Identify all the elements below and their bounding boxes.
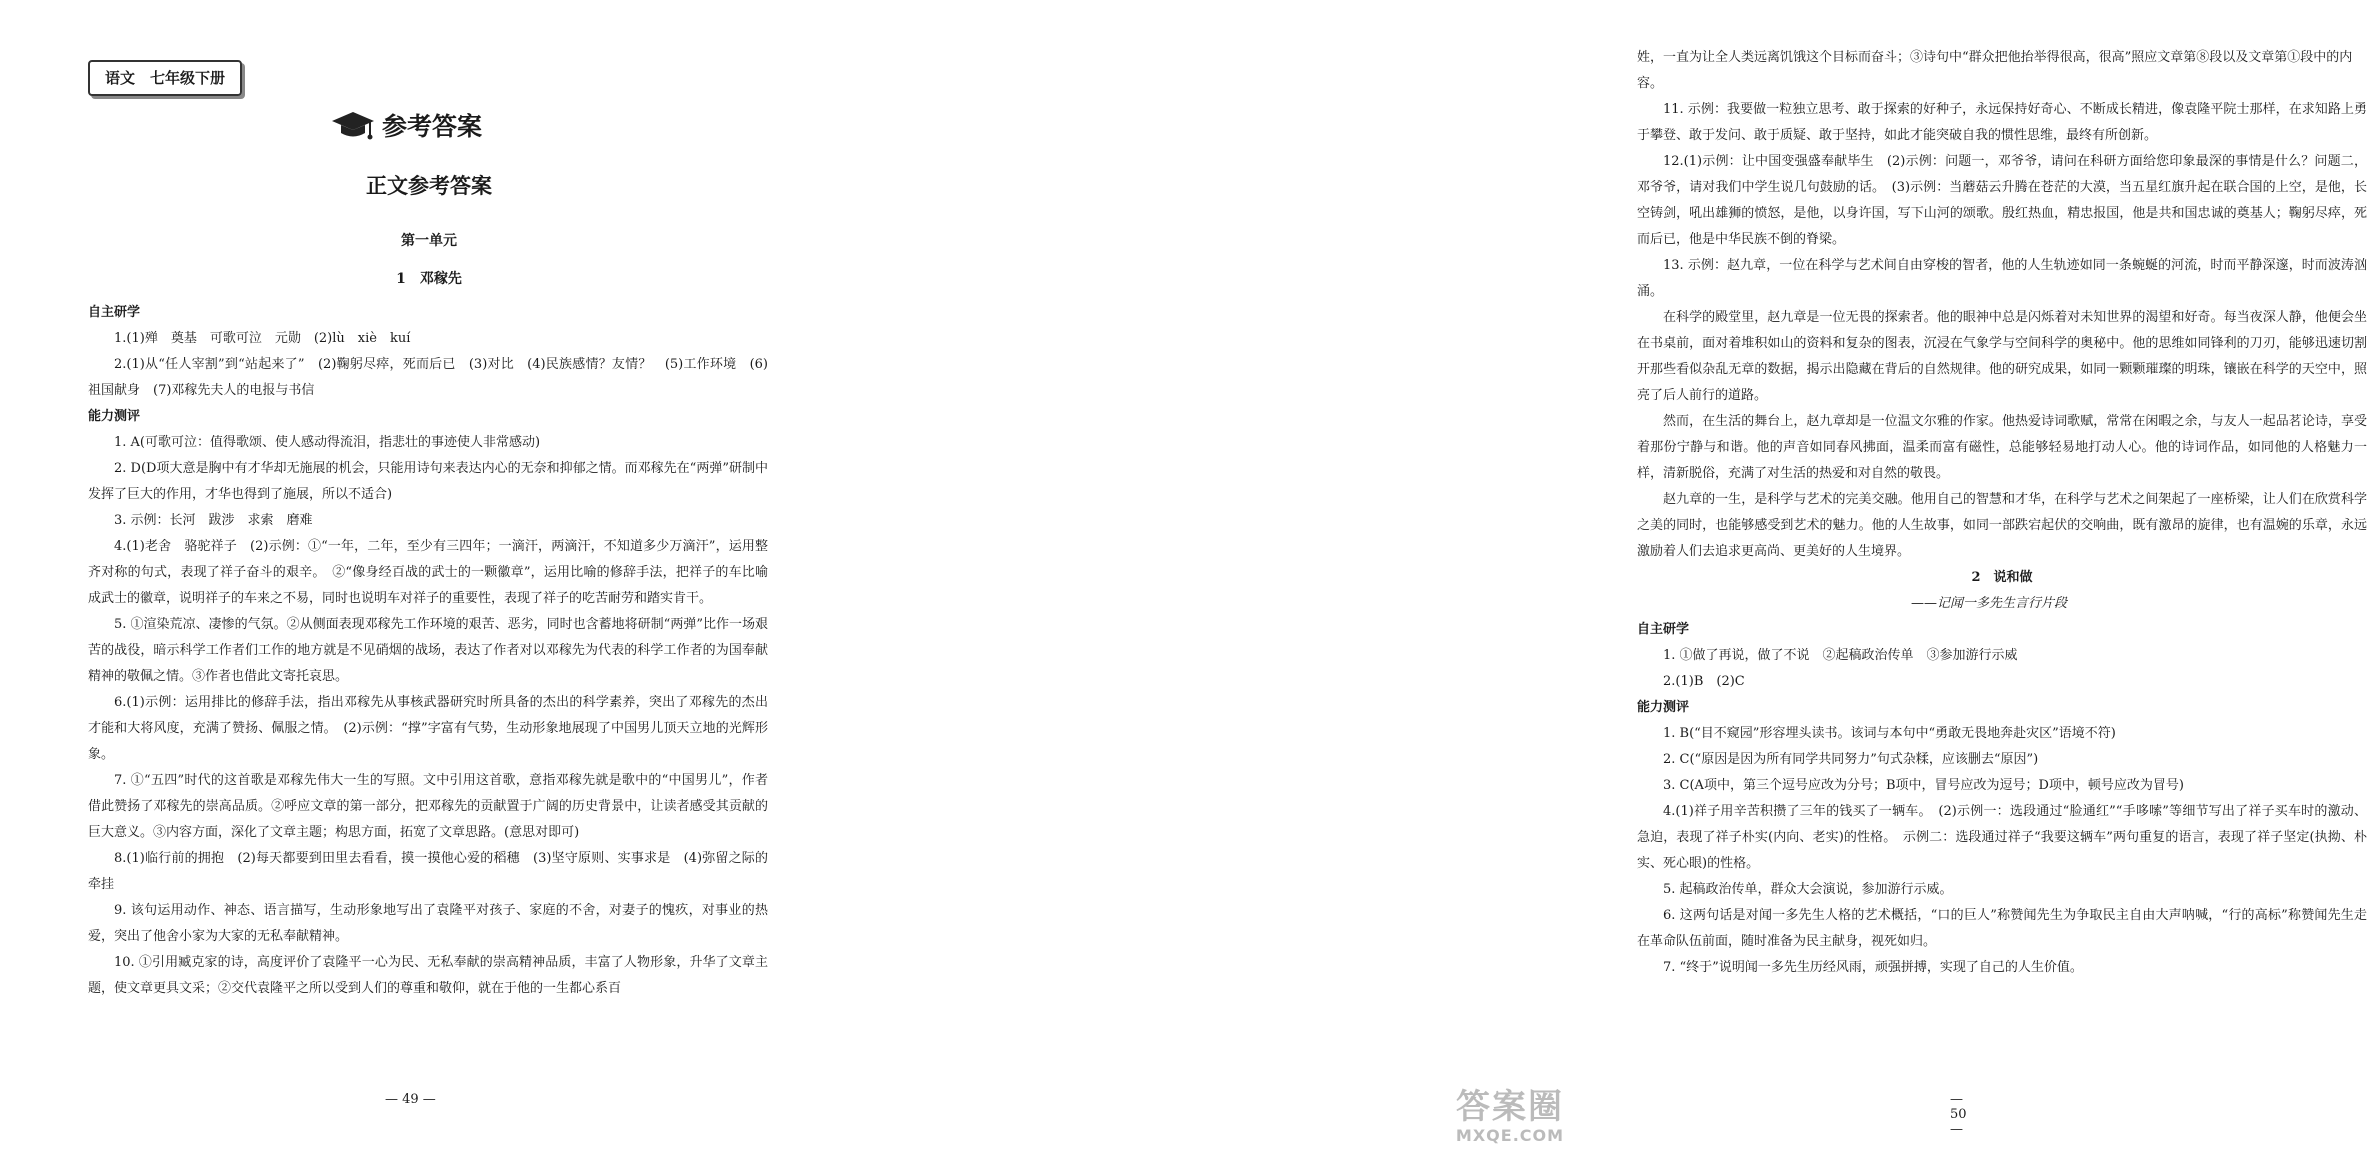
- answer-item: 4.(1)祥子用辛苦积攒了三年的钱买了一辆车。 (2)示例一：选段通过“脸通红”“手哆嗦”等细节写出了祥子买车时的激动、急迫，表现了祥子朴实(内向、老实)的性格。 示例二：选段通过祥子“我要这辆车”两句重复的语言，表现了祥子坚定(执拗、朴实、死心眼)的性格。: [1637, 804, 2367, 871]
- watermark-url: MXQE.COM: [1455, 1126, 1565, 1145]
- graduation-cap-icon: [330, 108, 376, 142]
- answers-title: [330, 105, 482, 145]
- answer-item: 1. B(“目不窥园”形容埋头读书。该词与本句中“勇敢无畏地奔赴灾区”语境不符): [1663, 726, 2116, 741]
- answer-item: 7. ①“五四”时代的这首歌是邓稼先伟大一生的写照。文中引用这首歌，意指邓稼先就是歌中的“中国男儿”，作者借此赞扬了邓稼先的崇高品质。②呼应文章的第一部分，把邓稼先的贡献置于广阔的历史背景中，让读者感受其贡献的巨大意义。③内容方面，深化了文章主题；构思方面，拓宽了文章思路。(意思对即可): [88, 773, 768, 840]
- lesson-title: 1 邓稼先: [396, 271, 462, 287]
- answer-item: 2. D(D项大意是胸中有才华却无施展的机会，只能用诗句来表达内心的无奈和抑郁之情。而邓稼先在“两弹”研制中发挥了巨大的作用，才华也得到了施展，所以不适合): [88, 461, 768, 502]
- lesson-subtitle: ——记闻一多先生言行片段: [1910, 596, 2067, 611]
- answer-item: 13. 示例：赵九章，一位在科学与艺术间自由穿梭的智者，他的人生轨迹如同一条蜿蜒的河流，时而平静深邃，时而波涛汹涌。: [1637, 258, 2367, 299]
- answer-continuation: 姓，一直为让全人类远离饥饿这个目标而奋斗；③诗句中“群众把他抬举得很高，很高”照应文章第⑧段以及文章第①段中的内容。: [1637, 50, 2353, 91]
- unit-title: 第一单元: [401, 233, 457, 249]
- answer-item: 1.(1)殚 奠基 可歌可泣 元勋 (2)lù xiè kuí: [114, 331, 411, 346]
- answer-item: 8.(1)临行前的拥抱 (2)每天都要到田里去看看，摸一摸他心爱的稻穗 (3)坚守原则、实事求是 (4)弥留之际的牵挂: [88, 851, 768, 892]
- left-content: [88, 300, 768, 1002]
- answer-item: 6. 这两句话是对闻一多先生人格的艺术概括，“口的巨人”称赞闻先生为争取民主自由大声呐喊，“行的高标”称赞闻先生走在革命队伍前面，随时准备为民主献身，视死如归。: [1637, 908, 2367, 949]
- answer-item: 2.(1)B (2)C: [1663, 674, 1745, 689]
- subject-grade-label: 语文 七年级下册: [88, 60, 242, 96]
- answer-item: 4.(1)老舍 骆驼祥子 (2)示例：①“一年，二年，至少有三四年；一滴汗，两滴汗，不知道多少万滴汗”，运用整齐对称的句式，表现了祥子奋斗的艰辛。 ②“像身经百战的武士的一颗徽章”，运用比喻的修辞手法，把祥子的车比喻成武士的徽章，说明祥子的车来之不易，同时也说明车对祥子的重要性，表现了祥子的吃苦耐劳和踏实肯干。: [88, 539, 768, 606]
- answer-item: 3. C(A项中，第三个逗号应改为分号；B项中，冒号应改为逗号；D项中，顿号应改为冒号): [1663, 778, 2184, 793]
- answer-item: 赵九章的一生，是科学与艺术的完美交融。他用自己的智慧和才华，在科学与艺术之间架起了一座桥梁，让人们在欣赏科学之美的同时，也能够感受到艺术的魅力。他的人生故事，如同一部跌宕起伏的交响曲，既有激昂的旋律，也有温婉的乐章，永远激励着人们去追求更高尚、更美好的人生境界。: [1637, 492, 2367, 559]
- answer-item: 2.(1)从“任人宰割”到“站起来了” (2)鞠躬尽瘁，死而后已 (3)对比 (4)民族感情？友情？ (5)工作环境 (6)祖国献身 (7)邓稼先夫人的电报与书信: [88, 357, 768, 398]
- answer-item: 1. A(可歌可泣：值得歌颂、使人感动得流泪，指悲壮的事迹使人非常感动): [114, 435, 541, 450]
- answer-item: 7. “终于”说明闻一多先生历经风雨，顽强拼搏，实现了自己的人生价值。: [1663, 960, 2083, 975]
- page-number: — 49 —: [385, 1092, 436, 1107]
- page-number: —50—: [1950, 1092, 1967, 1137]
- watermark-text: 答案圈: [1456, 1087, 1564, 1127]
- answer-item: 10. ①引用臧克家的诗，高度评价了袁隆平一心为民、无私奉献的崇高精神品质，丰富了人物形象，升华了文章主题，使文章更具文采；②交代袁隆平之所以受到人们的尊重和敬仰，就在于他的一生都心系百: [88, 955, 768, 996]
- answer-item: 在科学的殿堂里，赵九章是一位无畏的探索者。他的眼神中总是闪烁着对未知世界的渴望和好奇。每当夜深人静，他便会坐在书桌前，面对着堆积如山的资料和复杂的图表，沉浸在气象学与空间科学的奥秘中。他的思维如同锋利的刀刃，能够迅速切割开那些看似杂乱无章的数据，揭示出隐藏在背后的自然规律。他的研究成果，如同一颗颗璀璨的明珠，镶嵌在科学的天空中，照亮了后人前行的道路。: [1637, 310, 2367, 403]
- answer-item: 9. 该句运用动作、神态、语言描写，生动形象地写出了袁隆平对孩子、家庭的不舍，对妻子的愧疚，对事业的热爱，突出了他舍小家为大家的无私奉献精神。: [88, 903, 768, 944]
- answer-item: 5. 起稿政治传单，群众大会演说，参加游行示威。: [1663, 882, 1953, 897]
- answers-title-text: 参考答案: [382, 112, 483, 141]
- left-page: [0, 0, 800, 1160]
- answer-item: 12.(1)示例：让中国变强盛奉献毕生 (2)示例：问题一，邓爷爷，请问在科研方面给您印象最深的事情是什么？问题二，邓爷爷，请对我们中学生说几句鼓励的话。 (3)示例：当蘑菇云升腾在苍茫的大漠，当五星红旗升起在联合国的上空，是他，长空铸剑，吼出雄狮的愤怒，是他，以身许国，写下山河的颂歌。殷红热血，精忠报国，他是共和国忠诚的奠基人；鞠躬尽瘁，死而后已，他是中华民族不倒的脊梁。: [1637, 154, 2367, 247]
- answer-item: 1. ①做了再说，做了不说 ②起稿政治传单 ③参加游行示威: [1663, 648, 2018, 663]
- section-heading: 自主研学: [88, 305, 141, 320]
- answer-item: 然而，在生活的舞台上，赵九章却是一位温文尔雅的作家。他热爱诗词歌赋，常常在闲暇之余，与友人一起品茗论诗，享受着那份宁静与和谐。他的声音如同春风拂面，温柔而富有磁性，总能够轻易地打动人心。他的诗词作品，如同他的人格魅力一样，清新脱俗，充满了对生活的热爱和对自然的敬畏。: [1637, 414, 2367, 481]
- answer-item: 5. ①渲染荒凉、凄惨的气氛。②从侧面表现邓稼先工作环境的艰苦、恶劣，同时也含蓄地将研制“两弹”比作一场艰苦的战役，暗示科学工作者们工作的地方就是不见硝烟的战场，表达了作者对以邓稼先为代表的科学工作者的为国奉献精神的敬佩之情。③作者也借此文寄托哀思。: [88, 617, 768, 684]
- right-page: [800, 0, 2367, 1160]
- section-heading: 能力测评: [88, 409, 141, 424]
- answer-item: 2. C(“原因是因为所有同学共同努力”句式杂糅，应该删去“原因”): [1663, 752, 2039, 767]
- lesson-title: 2 说和做: [1971, 570, 2033, 585]
- section-heading: 能力测评: [1637, 700, 1690, 715]
- right-content: [1637, 45, 2367, 981]
- section-heading: 自主研学: [1637, 622, 1690, 637]
- watermark-logo: [1440, 1088, 1580, 1150]
- answer-item: 6.(1)示例：运用排比的修辞手法，指出邓稼先从事核武器研究时所具备的杰出的科学素养，突出了邓稼先的杰出才能和大将风度，充满了赞扬、佩服之情。 (2)示例：“撑”字富有气势，生动形象地展现了中国男儿顶天立地的光辉形象。: [88, 695, 768, 762]
- answer-item: 11. 示例：我要做一粒独立思考、敢于探索的好种子，永远保持好奇心、不断成长精进，像袁隆平院士那样，在求知路上勇于攀登、敢于发问、敢于质疑、敢于坚持，如此才能突破自我的惯性思维，最终有所创新。: [1637, 102, 2367, 143]
- answer-item: 3. 示例：长河 跋涉 求索 磨难: [114, 513, 313, 528]
- main-heading: 正文参考答案: [366, 174, 492, 198]
